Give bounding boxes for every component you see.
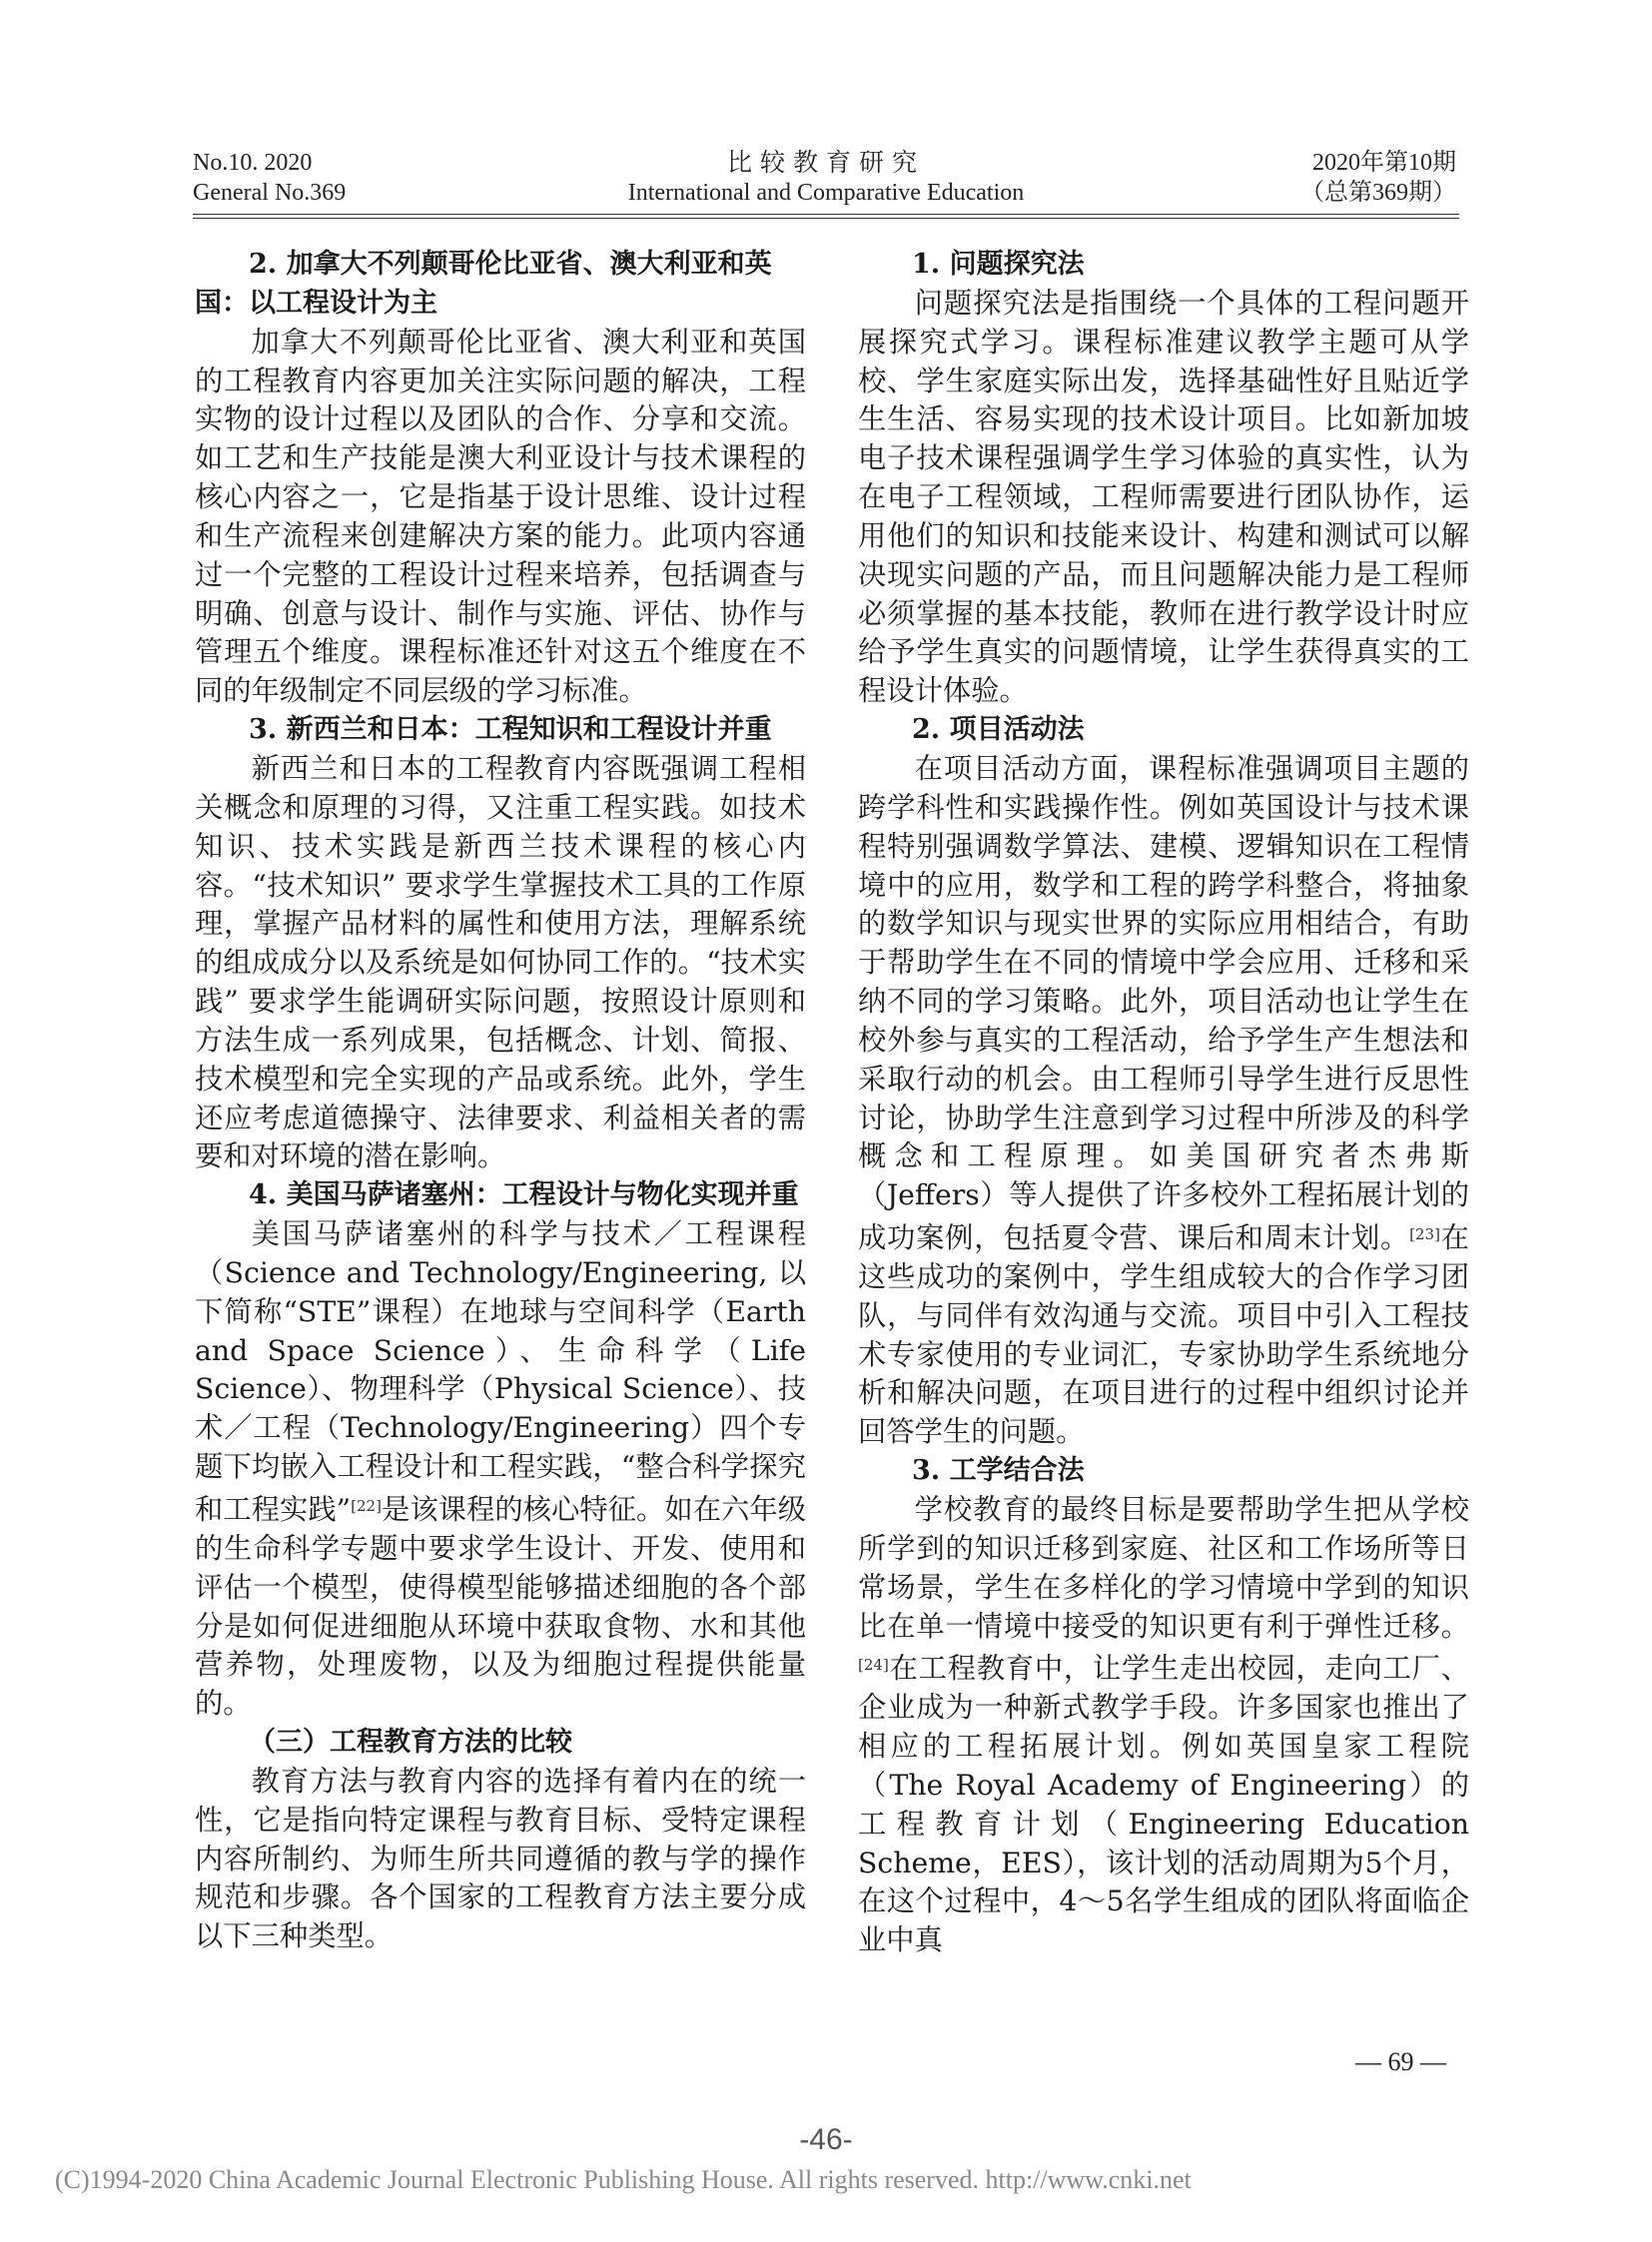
- citation-22: [22]: [351, 1497, 382, 1515]
- header-general-number: General No.369: [193, 180, 347, 206]
- paragraph-problem-inquiry: 问题探究法是指围绕一个具体的工程问题开展探究式学习。课程标准建议教学主题可从学校、学生家庭实际出发，选择基础性好且贴近学生生活、容易实现的技术设计项目。比如新加坡电子技术课程强调学生学习体验的真实性，认为在电子工程领域，工程师需要进行团队协作，运用他们的知识和技能来设计、构建和测试可以解决现实问题的产品，而且问题解决能力是工程师必须掌握的基本技能，教师在进行教学设计时应给予学生真实的问题情境，让学生获得真实的工程设计体验。: [858, 286, 1469, 708]
- section-heading-work-study: 3. 工学结合法: [912, 1455, 1085, 1487]
- section-heading-methods: （三）工程教育方法的比较: [249, 1727, 572, 1759]
- page-number: — 69 —: [1355, 2047, 1446, 2076]
- journal-title-zh: 比较教育研究: [726, 148, 925, 177]
- section-heading-massachusetts: 4. 美国马萨诸塞州：工程设计与物化实现并重: [249, 1179, 799, 1211]
- footer-copyright: (C)1994-2020 China Academic Journal Electronic Publishing House. All rights reserved. http://www.cnki.net: [55, 2165, 1192, 2194]
- citation-23: [23]: [1409, 1225, 1440, 1244]
- paragraph-nz-japan: 新西兰和日本的工程教育内容既强调工程相关概念和原理的习得，又注重工程实践。如技术知识、技术实践是新西兰技术课程的核心内容。“技术知识” 要求学生掌握技术工具的工作原理，掌握产品材料的属性和使用方法，理解系统的组成成分以及系统是如何协同工作的。“技术实践” 要求学生能调研实际问题，按照设计原则和方法生成一系列成果，包括概念、计划、简报、技术模型和完全实现的产品或系统。此外，学生还应考虑道德操守、法律要求、利益相关者的需要和对环境的潜在影响。: [195, 751, 806, 1173]
- citation-24: [24]: [858, 1656, 889, 1675]
- left-column: [195, 246, 806, 1956]
- paragraph-canada-au-uk: 加拿大不列颠哥伦比亚省、澳大利亚和英国的工程教育内容更加关注实际问题的解决，工程实物的设计过程以及团队的合作、分享和交流。如工艺和生产技能是澳大利亚设计与技术课程的核心内容之一，它是指基于设计思维、设计过程和生产流程来创建解决方案的能力。此项内容通过一个完整的工程设计过程来培养，包括调查与明确、创意与设计、制作与实施、评估、协作与管理五个维度。课程标准还针对这五个维度在不同的年级制定不同层级的学习标准。: [195, 325, 806, 708]
- section-heading-project-activity: 2. 项目活动法: [912, 714, 1085, 746]
- header-issue-number: No.10. 2020: [193, 150, 313, 176]
- header-rule-thin: [193, 218, 1459, 219]
- header-issue-zh: [1300, 148, 1456, 208]
- paragraph-work-study: [858, 1491, 1469, 1960]
- section-heading-canada-au-uk: 2. 加拿大不列颠哥伦比亚省、澳大利亚和英国：以工程设计为主: [195, 249, 772, 319]
- paragraph-methods-intro: 教育方法与教育内容的选择有着内在的统一性，它是指向特定课程与教育目标、受特定课程内容所制约、为师生所共同遵循的教与学的操作规范和步骤。各个国家的工程教育方法主要分成以下三种类型。: [195, 1764, 806, 1953]
- paragraph-work-study-part2: 在工程教育中，让学生走出校园，走向工厂、企业成为一种新式教学手段。许多国家也推出了相应的工程拓展计划。例如英国皇家工程院（The Royal Academy of Engineering）的工程教育计划（Engineering Education Scheme，EES），该计划的活动周期为5个月，在这个过程中，4～5名学生组成的团队将面临企业中真: [858, 1652, 1469, 1957]
- paragraph-project-activity-part2: 在这些成功的案例中，学生组成较大的合作学习团队，与同伴有效沟通与交流。项目中引入工程技术专家使用的专业词汇，专家协助学生系统地分析和解决问题，在项目进行的过程中组织讨论并回答学生的问题。: [858, 1221, 1469, 1449]
- paragraph-project-activity-part1: 在项目活动方面，课程标准强调项目主题的跨学科性和实践操作性。例如英国设计与技术课程特别强调数学算法、建模、逻辑知识在工程情境中的应用，数学和工程的跨学科整合，将抽象的数学知识与现实世界的实际应用相结合，有助于帮助学生在不同的情境中学会应用、迁移和采纳不同的学习策略。此外，项目活动也让学生在校外参与真实的工程活动，给予学生产生想法和采取行动的机会。由工程师引导学生进行反思性讨论，协助学生注意到学习过程中所涉及的科学概念和工程原理。如美国研究者杰弗斯（Jeffers）等人提供了许多校外工程拓展计划的成功案例，包括夏令营、课后和周末计划。: [858, 751, 1469, 1255]
- paragraph-project-activity: [858, 750, 1469, 1452]
- header-issue-total: （总第369期）: [1300, 180, 1456, 206]
- journal-title-en: International and Comparative Education: [627, 180, 1025, 206]
- paragraph-massachusetts-part2: 是该课程的核心特征。如在六年级的生命科学专题中要求学生设计、开发、使用和评估一个模型，使得模型能够描述细胞的各个部分是如何促进细胞从环境中获取食物、水和其他营养物，处理废物，以及为细胞过程提供能量的。: [195, 1493, 806, 1721]
- section-heading-problem-inquiry: 1. 问题探究法: [912, 249, 1085, 280]
- paragraph-massachusetts: [195, 1215, 806, 1724]
- paragraph-work-study-part1: 学校教育的最终目标是要帮助学生把从学校所学到的知识迁移到家庭、社区和工作场所等日常场景，学生在多样化的学习情境中学到的知识比在单一情境中接受的知识更有利于弹性迁移。: [858, 1493, 1469, 1643]
- footer-page-number: -46-: [799, 2123, 853, 2156]
- section-heading-nz-japan: 3. 新西兰和日本：工程知识和工程设计并重: [249, 714, 772, 746]
- header-rule: [193, 214, 1459, 215]
- header-issue-year: 2020年第10期: [1312, 150, 1456, 176]
- paragraph-massachusetts-part1: 美国马萨诸塞州的科学与技术／工程课程（Science and Technology/Engineering, 以下简称“STE”课程）在地球与空间科学（Earth and Space Science）、生命科学（Life Science）、物理科学（Physical Science）、技术／工程（Technology/Engineering）四个专题下均嵌入工程设计和工程实践，“整合科学探究和工程实践”: [195, 1217, 806, 1526]
- right-column: [858, 246, 1469, 1960]
